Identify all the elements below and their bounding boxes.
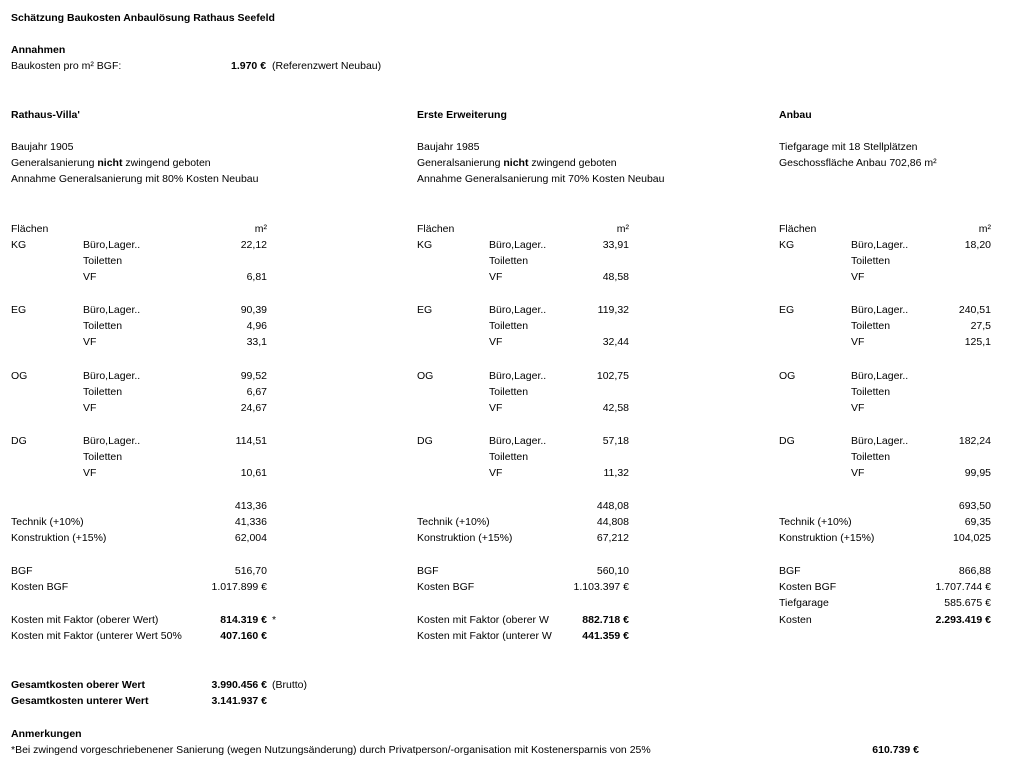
area-row-label: VF: [489, 402, 503, 414]
assumptions-heading: Annahmen: [11, 44, 66, 56]
konstruktion-label: Konstruktion (+15%): [11, 532, 107, 544]
unit-label: m²: [978, 223, 991, 235]
floor-label: KG: [11, 239, 27, 251]
floor-label: DG: [779, 435, 795, 447]
floor-label: OG: [11, 370, 28, 382]
area-value: 6,67: [246, 386, 267, 398]
kosten-bgf-value: 1.103.397 €: [573, 581, 629, 593]
kosten-faktor-oben-value: 814.319 €: [220, 614, 267, 626]
floor-label: OG: [417, 370, 434, 382]
bgf-label: BGF: [11, 565, 33, 577]
area-value: 33,1: [246, 336, 267, 348]
bgf-value: 866,88: [958, 565, 991, 577]
kosten-faktor-unten-value: 441.359 €: [582, 630, 629, 642]
area-row-label: Büro,Lager..: [489, 239, 547, 251]
kosten-faktor-oben-label: Kosten mit Faktor (oberer Wert): [11, 614, 159, 626]
section-info-line: Geschossfläche Anbau 702,86 m²: [779, 157, 937, 169]
technik-label: Technik (+10%): [779, 516, 852, 528]
total-upper-note: (Brutto): [272, 679, 308, 691]
floor-label: KG: [779, 239, 795, 251]
area-value: 90,39: [240, 304, 267, 316]
technik-label: Technik (+10%): [417, 516, 490, 528]
floor-label: EG: [11, 304, 27, 316]
area-row-label: VF: [83, 336, 97, 348]
floor-label: OG: [779, 370, 796, 382]
flaechen-label: Flächen: [779, 223, 817, 235]
remarks-text: *Bei zwingend vorgeschriebenener Sanierung (wegen Nutzungsänderung) durch Privatperson/-organisation mit Kostenersparnis von 25%: [11, 744, 651, 756]
kosten-bgf-label: Kosten BGF: [11, 581, 69, 593]
area-row-label: Toiletten: [489, 320, 529, 332]
area-row-label: Toiletten: [851, 451, 891, 463]
remarks-value: 610.739 €: [872, 744, 919, 756]
section-info-line: Baujahr 1905: [11, 141, 74, 153]
area-row-label: Toiletten: [83, 320, 123, 332]
section-info-line: Generalsanierung nicht zwingend geboten: [11, 157, 211, 169]
kosten-faktor-unten-label: Kosten mit Faktor (unterer Wert 50%: [11, 630, 182, 642]
area-row-label: Büro,Lager..: [851, 239, 909, 251]
area-value: 57,18: [602, 435, 629, 447]
area-row-label: Büro,Lager..: [83, 239, 141, 251]
flaechen-label: Flächen: [417, 223, 455, 235]
area-value: 119,32: [597, 304, 629, 316]
section-heading-villa: Rathaus-Villa': [11, 109, 80, 121]
total-upper-value: 3.990.456 €: [211, 679, 267, 691]
area-row-label: VF: [83, 402, 97, 414]
assumptions-label: Baukosten pro m² BGF:: [11, 60, 122, 72]
section-heading-erweiterung: Erste Erweiterung: [417, 109, 507, 121]
area-row-label: Toiletten: [489, 255, 529, 267]
konstruktion-label: Konstruktion (+15%): [417, 532, 513, 544]
area-value: 4,96: [246, 320, 267, 332]
kosten-bgf-label: Kosten BGF: [417, 581, 475, 593]
total-upper-label: Gesamtkosten oberer Wert: [11, 679, 146, 691]
area-row-label: Büro,Lager..: [83, 435, 141, 447]
unit-label: m²: [254, 223, 267, 235]
area-row-label: Büro,Lager..: [851, 435, 909, 447]
area-row-label: Toiletten: [489, 451, 529, 463]
section-info-line: Generalsanierung nicht zwingend geboten: [417, 157, 617, 169]
area-value: 114,51: [235, 435, 267, 447]
floor-label: KG: [417, 239, 433, 251]
assumptions-value: 1.970 €: [231, 60, 267, 72]
area-value: 125,1: [964, 336, 991, 348]
kosten-faktor-oben-label: Kosten mit Faktor (oberer W: [417, 614, 549, 626]
document-title: Schätzung Baukosten Anbaulösung Rathaus Seefeld: [11, 12, 275, 24]
konstruktion-value: 104,025: [953, 532, 991, 544]
kosten-label: Kosten: [779, 614, 812, 626]
area-row-label: VF: [851, 336, 865, 348]
tiefgarage-value: 585.675 €: [944, 597, 991, 609]
bgf-value: 516,70: [234, 565, 267, 577]
kosten-value: 2.293.419 €: [935, 614, 991, 626]
section-info-line: Annahme Generalsanierung mit 70% Kosten Neubau: [417, 173, 665, 185]
total-lower-value: 3.141.937 €: [211, 695, 267, 707]
area-value: 33,91: [602, 239, 629, 251]
area-value: 240,51: [958, 304, 991, 316]
area-value: 18,20: [964, 239, 991, 251]
technik-value: 41,336: [234, 516, 267, 528]
remarks-heading: Anmerkungen: [11, 728, 82, 740]
kosten-faktor-oben-value: 882.718 €: [582, 614, 629, 626]
bgf-label: BGF: [417, 565, 439, 577]
area-value: 42,58: [602, 402, 629, 414]
area-sum: 413,36: [234, 500, 267, 512]
area-value: 6,81: [246, 271, 267, 283]
bgf-label: BGF: [779, 565, 801, 577]
technik-value: 69,35: [964, 516, 991, 528]
area-value: 22,12: [240, 239, 267, 251]
area-row-label: Büro,Lager..: [83, 370, 141, 382]
area-row-label: VF: [83, 271, 97, 283]
area-row-label: Toiletten: [851, 320, 891, 332]
area-value: 99,52: [240, 370, 267, 382]
area-value: 182,24: [958, 435, 991, 447]
section-info-line: Annahme Generalsanierung mit 80% Kosten Neubau: [11, 173, 259, 185]
area-row-label: Büro,Lager..: [489, 370, 547, 382]
technik-value: 44,808: [596, 516, 629, 528]
section-info-line: Baujahr 1985: [417, 141, 480, 153]
floor-label: EG: [779, 304, 795, 316]
kosten-faktor-unten-value: 407.160 €: [220, 630, 267, 642]
konstruktion-value: 62,004: [234, 532, 267, 544]
floor-label: DG: [417, 435, 433, 447]
area-row-label: Toiletten: [83, 386, 123, 398]
tiefgarage-label: Tiefgarage: [779, 597, 829, 609]
area-value: 102,75: [596, 370, 629, 382]
section-heading-anbau: Anbau: [779, 109, 812, 121]
area-row-label: Toiletten: [851, 386, 891, 398]
kosten-bgf-label: Kosten BGF: [779, 581, 837, 593]
area-value: 24,67: [240, 402, 267, 414]
unit-label: m²: [616, 223, 629, 235]
area-row-label: Toiletten: [83, 451, 123, 463]
bgf-value: 560,10: [596, 565, 629, 577]
konstruktion-label: Konstruktion (+15%): [779, 532, 875, 544]
area-row-label: Büro,Lager..: [851, 370, 909, 382]
area-row-label: Büro,Lager..: [83, 304, 141, 316]
area-sum: 448,08: [596, 500, 629, 512]
area-row-label: VF: [851, 271, 865, 283]
area-sum: 693,50: [958, 500, 991, 512]
floor-label: EG: [417, 304, 433, 316]
area-value: 99,95: [964, 467, 991, 479]
area-row-label: VF: [489, 271, 503, 283]
area-row-label: VF: [83, 467, 97, 479]
asterisk-mark: *: [272, 614, 277, 626]
area-value: 27,5: [970, 320, 991, 332]
assumptions-note: (Referenzwert Neubau): [272, 60, 382, 72]
area-value: 48,58: [602, 271, 629, 283]
area-value: 11,32: [603, 467, 629, 479]
area-row-label: VF: [489, 467, 503, 479]
area-row-label: VF: [851, 467, 865, 479]
section-info-line: Tiefgarage mit 18 Stellplätzen: [779, 141, 918, 153]
floor-label: DG: [11, 435, 27, 447]
area-row-label: Büro,Lager..: [489, 304, 547, 316]
technik-label: Technik (+10%): [11, 516, 84, 528]
area-value: 10,61: [240, 467, 267, 479]
total-lower-label: Gesamtkosten unterer Wert: [11, 695, 149, 707]
area-row-label: Toiletten: [489, 386, 529, 398]
kosten-faktor-unten-label: Kosten mit Faktor (unterer W: [417, 630, 552, 642]
area-row-label: VF: [851, 402, 865, 414]
area-row-label: Toiletten: [83, 255, 123, 267]
kosten-bgf-value: 1.707.744 €: [935, 581, 991, 593]
area-row-label: Büro,Lager..: [489, 435, 547, 447]
kosten-bgf-value: 1.017.899 €: [211, 581, 267, 593]
konstruktion-value: 67,212: [596, 532, 629, 544]
area-value: 32,44: [602, 336, 629, 348]
area-row-label: Toiletten: [851, 255, 891, 267]
area-row-label: Büro,Lager..: [851, 304, 909, 316]
flaechen-label: Flächen: [11, 223, 49, 235]
area-row-label: VF: [489, 336, 503, 348]
